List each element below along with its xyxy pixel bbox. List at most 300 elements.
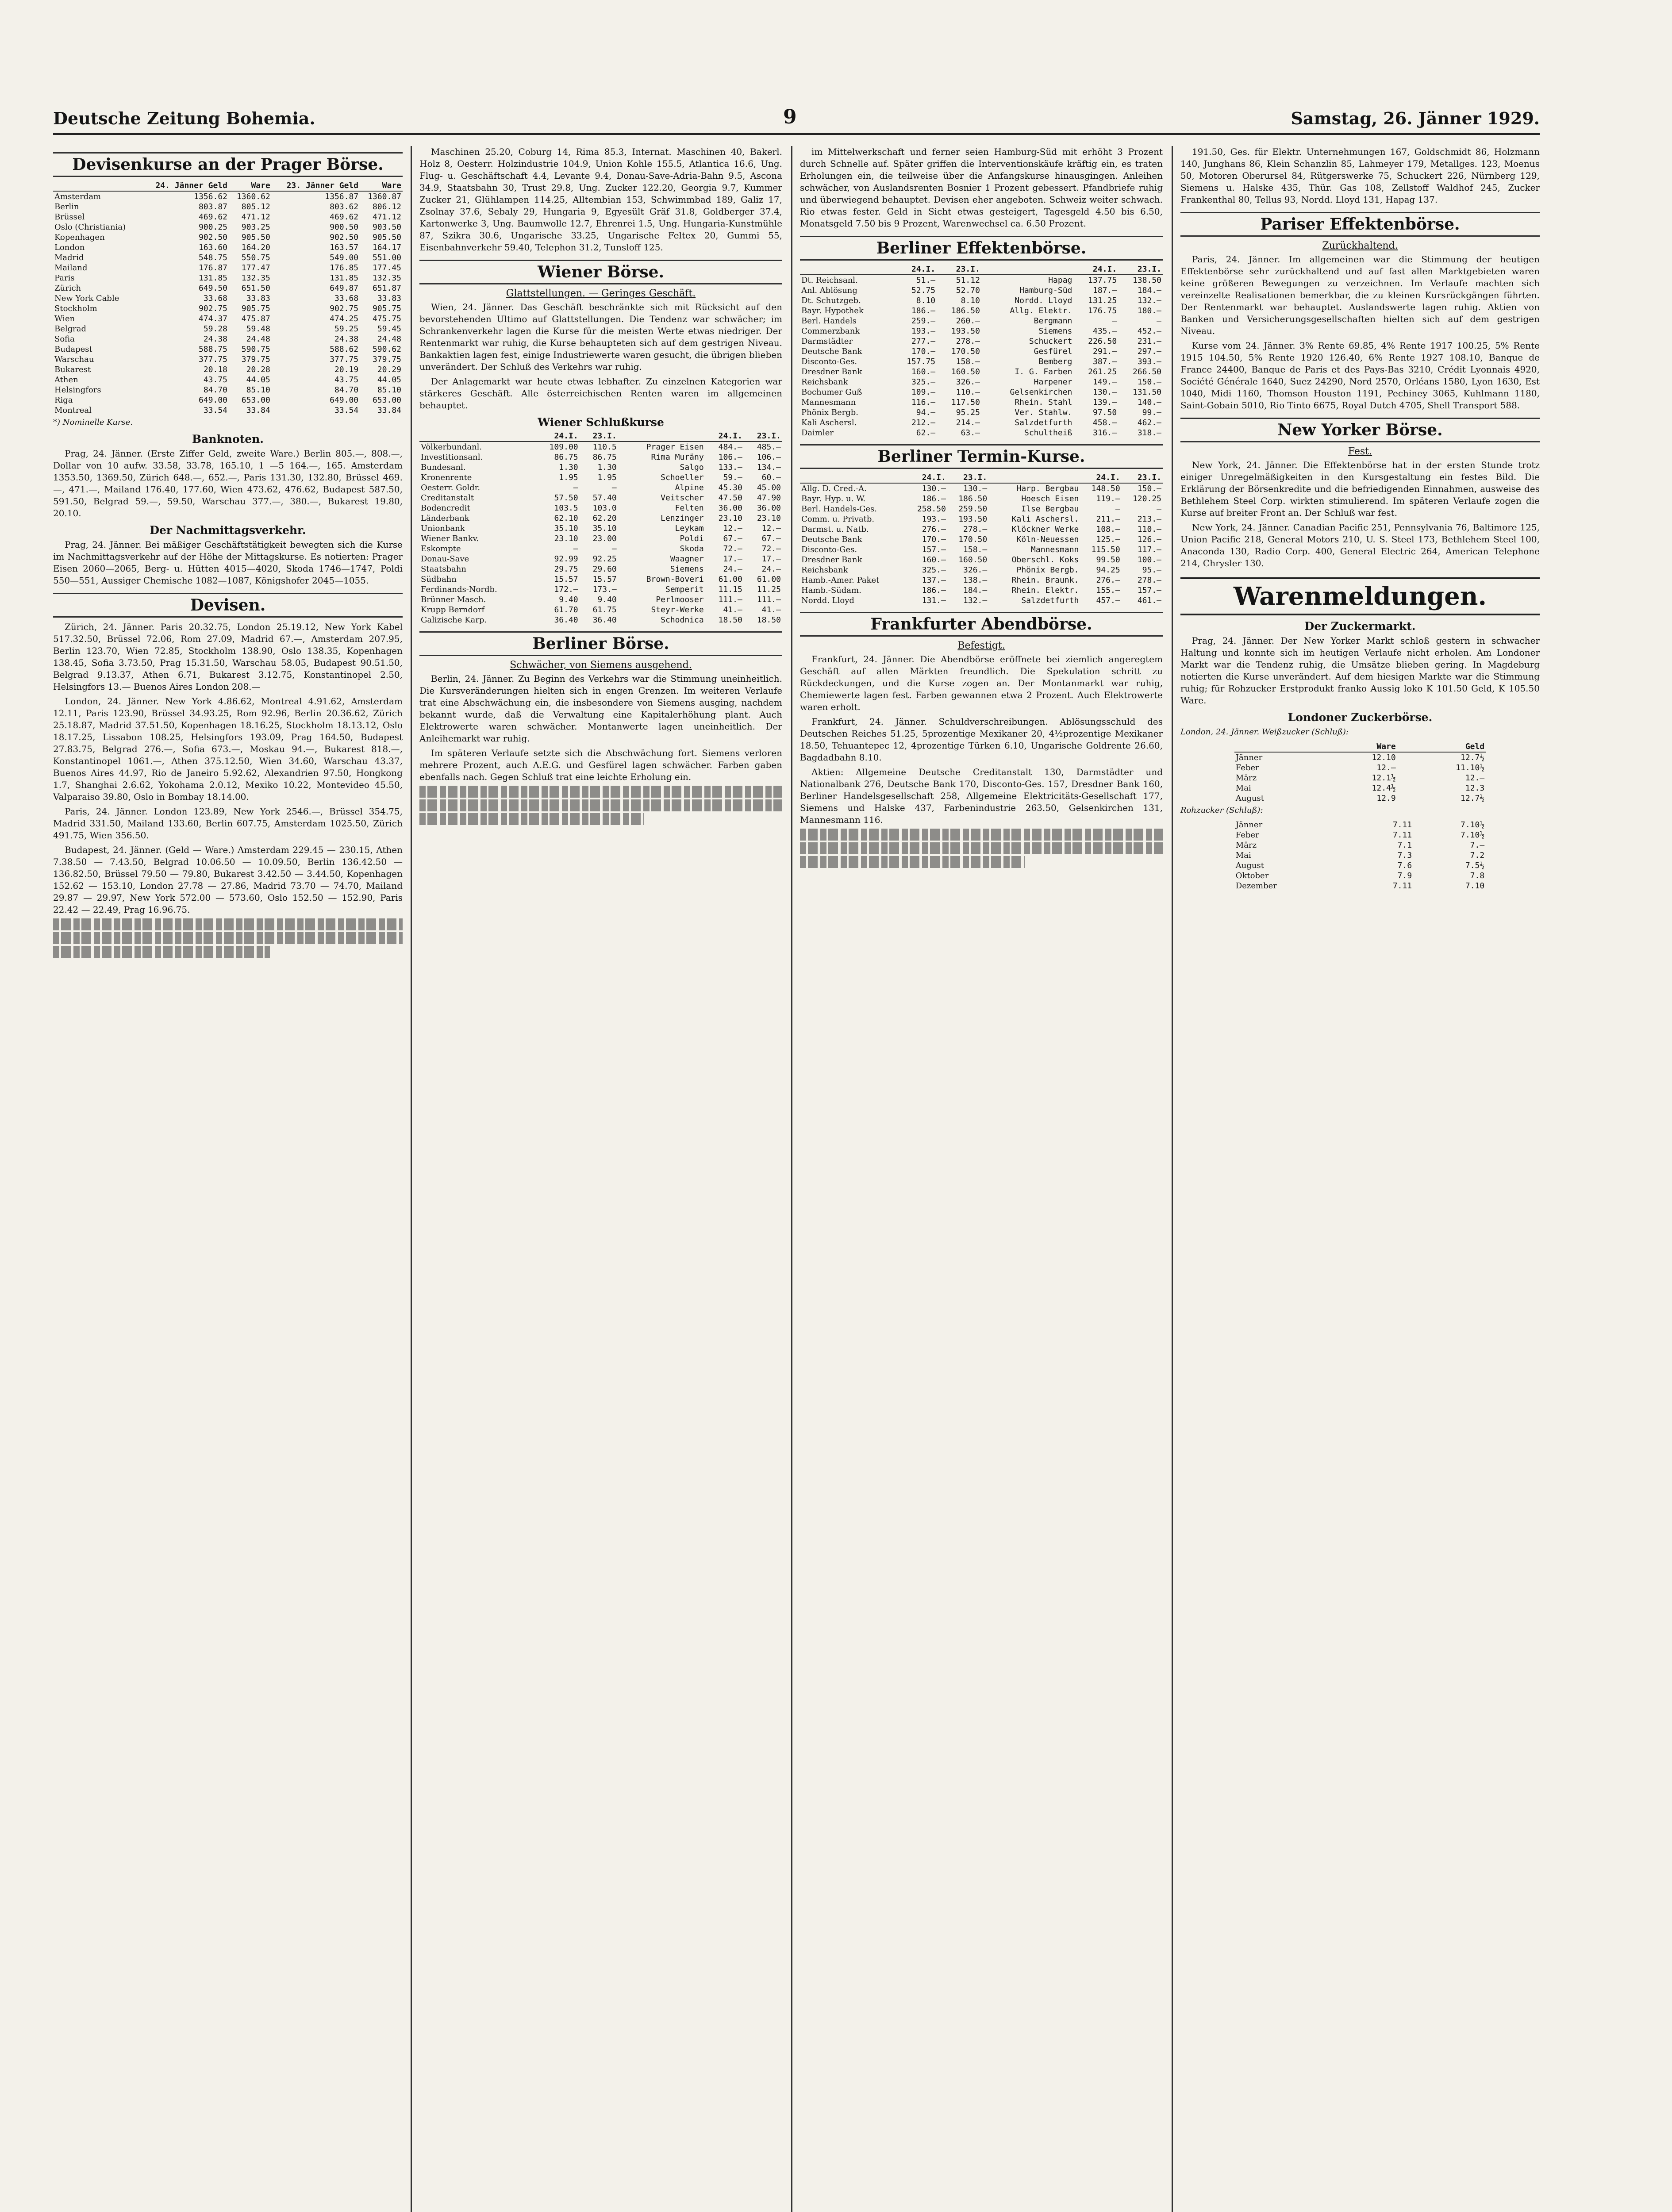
table-cell: Poldi — [680, 534, 704, 543]
illegible-text — [419, 799, 782, 811]
table-cell: Veitscher — [661, 493, 704, 503]
table-row — [419, 564, 782, 574]
table-cell: 44.05 — [246, 375, 270, 384]
table-cell: Darmstädter — [801, 337, 853, 346]
table-cell: 86.75 — [592, 453, 617, 462]
table-cell: 326.— — [963, 565, 988, 575]
table-cell: Alpine — [675, 483, 704, 492]
table-cell: Deutsche Bank — [801, 347, 862, 356]
table-cell: 45.00 — [757, 483, 781, 492]
article-paragraph: 191.50, Ges. für Elektr. Unternehmungen 167, Goldschmidt 86, Holzmann 140, Junghans 86, Klein Schanzlin 85, Lahmeyer 179, Metallges. 123, Moenus 50, Motoren Oberursel 84, Rütgerswerke 75, Schuckert 226, Nürnberg 129, Siemens u. Halske 435, Thür. Gas 108, Zellstoff Waldhof 245, Zucker Frankenthal 80, Tellus 93, Nordd. Lloyd 131, Hapag 137. — [1180, 146, 1540, 205]
table-cell: Budapest — [54, 345, 92, 354]
table-cell: 109.00 — [549, 442, 578, 452]
table-cell: 379.75 — [241, 355, 270, 364]
table-cell: 8.10 — [916, 296, 936, 305]
table-cell: Brünner Masch. — [421, 595, 486, 604]
table-cell: 377.75 — [198, 355, 227, 364]
table-cell: Paris — [54, 273, 75, 283]
table-cell: Schultheiß — [1024, 428, 1072, 438]
london-subheading: London, 24. Jänner. Weißzucker (Schluß): — [1180, 727, 1349, 737]
table-row — [419, 503, 782, 513]
table-cell: Oktober — [1235, 871, 1269, 880]
table-row — [800, 285, 1163, 296]
table-cell: 24.38 — [334, 334, 359, 344]
table-cell: 1.95 — [597, 473, 617, 482]
illegible-text — [419, 813, 644, 825]
table-row — [419, 584, 782, 595]
table-cell: 316.— — [1092, 428, 1117, 438]
table-cell: 261.25 — [1088, 367, 1117, 376]
table-cell: 62.— — [916, 428, 936, 438]
devisen-table — [53, 180, 403, 415]
table-cell: 276.— — [1096, 576, 1120, 585]
table-cell: 172.— — [554, 585, 578, 594]
table-cell: 186.50 — [951, 306, 980, 315]
table-cell: Brüssel — [54, 212, 85, 222]
table-cell: 377.75 — [330, 355, 359, 364]
table-cell: Krupp Berndorf — [421, 605, 485, 614]
table-cell: Kopenhagen — [54, 233, 105, 242]
table-cell: 12.10 — [1372, 753, 1396, 762]
table-cell: 110.— — [956, 388, 980, 397]
table-cell: 138.— — [963, 576, 988, 585]
table-row — [53, 191, 403, 202]
table-cell: Rima Muräny — [651, 453, 704, 462]
table-cell: Oberschl. Koks — [1011, 555, 1079, 565]
table-cell: 461.— — [1137, 596, 1161, 605]
table-cell: Schuckert — [1029, 337, 1072, 346]
table-cell: 106.— — [757, 453, 781, 462]
table-cell: Länderbank — [421, 514, 469, 523]
table-cell: 59.— — [723, 473, 742, 482]
table-cell: 59.28 — [203, 324, 227, 334]
table-cell: 469.62 — [198, 212, 227, 222]
table-cell: 291.— — [1092, 347, 1117, 356]
table-cell: 57.40 — [592, 493, 617, 503]
table-cell: 277.— — [911, 337, 936, 346]
table-cell: 902.50 — [198, 233, 227, 242]
table-row — [419, 615, 782, 625]
table-row — [800, 336, 1163, 346]
table-cell: 214.— — [956, 418, 980, 427]
table-cell: 160.— — [911, 367, 936, 376]
table-cell: 550.75 — [241, 253, 270, 262]
table-cell: 325.— — [922, 565, 946, 575]
column-1 — [53, 146, 403, 2212]
table-row — [419, 595, 782, 605]
table-cell: 163.60 — [198, 243, 227, 252]
table-cell: 33.68 — [203, 294, 227, 303]
table-cell: Bodencredit — [421, 503, 470, 513]
article-paragraph: Frankfurt, 24. Jänner. Schuldverschreibungen. Ablösungsschuld des Deutschen Reiches 51.25, 5prozentige Mexikaner 20, 4½prozentige Mexikaner 18.50, Tehuantepec 12, 4prozentige Türken 6.10, Ungarische Goldrente 26.60, Bagdadbahn 8.10. — [800, 716, 1163, 763]
table-cell: 806.12 — [372, 202, 401, 211]
nachmittag-text: Prag, 24. Jänner. Bei mäßiger Geschäftstätigkeit bewegten sich die Kurse im Nachmittagsverkehr auf der Höhe der Mittagskurse. Es notierten: Prager Eisen 2060—2065, Berg- u. Hütten 4015—4020, Skoda 1746—1747, Poldi 550—551, Aussiger Chemische 1082—1087, Königshofer 2045—1055. — [53, 539, 403, 586]
table-cell: 7.3 — [1397, 851, 1412, 860]
table-cell: Feber — [1235, 830, 1259, 840]
table-cell: — — [611, 544, 617, 553]
table-cell: 47.50 — [718, 493, 742, 503]
column-3 — [800, 146, 1163, 2212]
frankfurter-heading: Frankfurter Abendbörse. — [800, 612, 1163, 637]
issue-date: Samstag, 26. Jänner 1929. — [1291, 108, 1540, 128]
table-cell: 213.— — [1137, 515, 1161, 524]
table-cell: Bukarest — [54, 365, 91, 374]
table-cell: 110.— — [1137, 525, 1161, 534]
table-cell: 226.50 — [1088, 337, 1117, 346]
table-row — [1234, 881, 1486, 891]
table-cell: Prager Eisen — [646, 442, 704, 452]
table-cell: 36.00 — [718, 503, 742, 513]
table-cell: 110.5 — [592, 442, 617, 452]
table-cell: 187.— — [1092, 286, 1117, 295]
table-cell: 180.— — [1137, 306, 1161, 315]
table-cell: 33.84 — [377, 406, 401, 415]
table-cell: 8.10 — [961, 296, 980, 305]
table-cell: 903.25 — [241, 223, 270, 232]
table-cell: 379.75 — [372, 355, 401, 364]
table-cell: 92.25 — [592, 554, 617, 564]
table-cell: 462.— — [1137, 418, 1161, 427]
table-cell: Oslo (Christiania) — [54, 223, 126, 232]
table-cell: 84.70 — [334, 385, 359, 395]
table-row — [800, 367, 1163, 377]
table-cell: 231.— — [1137, 337, 1161, 346]
table-cell: Zürich — [54, 284, 81, 293]
london-heading: Londoner Zuckerbörse. — [1288, 711, 1433, 724]
table-cell: 900.50 — [330, 223, 359, 232]
table-cell: Hamb.-Amer. Paket — [801, 576, 880, 585]
table-cell: Riga — [54, 396, 73, 405]
table-cell: 588.75 — [198, 345, 227, 354]
table-cell: 132.35 — [372, 273, 401, 283]
table-row — [800, 316, 1163, 326]
table-cell: 387.— — [1092, 357, 1117, 366]
termin-table — [800, 472, 1163, 606]
table-cell: Belgrad — [54, 324, 87, 334]
table-cell: — — [1115, 504, 1120, 514]
table-cell: Salgo — [680, 463, 704, 472]
table-cell: Creditanstalt — [421, 493, 474, 503]
table-cell: 651.87 — [372, 284, 401, 293]
table-cell: Disconto-Ges. — [801, 357, 857, 366]
table-cell: 902.75 — [330, 304, 359, 313]
table-cell: 17.— — [723, 554, 742, 564]
table-cell: Mai — [1235, 851, 1251, 860]
schluss-heading: Wiener Schlußkurse — [538, 416, 664, 429]
table-cell: 160.50 — [958, 555, 988, 565]
illegible-text — [53, 946, 270, 958]
table-cell: 61.75 — [592, 605, 617, 614]
table-cell: 109.— — [911, 388, 936, 397]
table-cell: 1.95 — [559, 473, 578, 482]
table-cell: 41.— — [723, 605, 742, 614]
table-cell: Stockholm — [54, 304, 97, 313]
table-cell: 43.75 — [203, 375, 227, 384]
table-cell: 157.— — [1137, 586, 1161, 595]
table-cell: 905.75 — [372, 304, 401, 313]
table-row — [800, 585, 1163, 595]
table-cell: 134.— — [757, 463, 781, 472]
newspaper-name: Deutsche Zeitung Bohemia. — [53, 108, 315, 128]
table-cell: 1360.87 — [368, 192, 401, 201]
table-cell: 130.— — [963, 484, 988, 493]
table-cell: Athen — [54, 375, 78, 384]
table-cell: 20.19 — [334, 365, 359, 374]
table-cell: Comm. u. Privatb. — [801, 515, 875, 524]
berliner-heading: Berliner Börse. — [419, 631, 782, 656]
london-table — [1234, 741, 1486, 803]
table-row — [419, 534, 782, 544]
table-row — [800, 418, 1163, 428]
table-cell: 15.57 — [592, 575, 617, 584]
table-cell: 211.— — [1096, 515, 1120, 524]
table-cell: 393.— — [1137, 357, 1161, 366]
table-cell: Harpener — [1034, 377, 1072, 387]
table-cell: 23.10 — [718, 514, 742, 523]
article-paragraph: Prag, 24. Jänner. Der New Yorker Markt schloß gestern in schwacher Haltung und konnte sich im heutigen Verlaufe nicht erholen. Am Londoner Markt war die Tendenz ruhig, die Umsätze blieben gering. In Magdeburg notierten die Kurse unverändert. Auf dem hiesigen Markte war die Stimmung ruhig; für Rohzucker Erstprodukt franko Aussig loko K 101.50 Geld, K 105.50 Ware. — [1180, 635, 1540, 706]
table-cell: 260.— — [956, 316, 980, 326]
column-rule — [411, 146, 412, 2212]
table-cell: 133.— — [718, 463, 742, 472]
table-cell: Jänner — [1235, 753, 1263, 762]
table-cell: 41.— — [761, 605, 781, 614]
table-cell: Darmst. u. Natb. — [801, 525, 869, 534]
table-cell: Donau-Save — [421, 554, 469, 564]
table-cell: 35.10 — [554, 524, 578, 533]
termin-heading: Berliner Termin-Kurse. — [800, 444, 1163, 469]
table-row — [419, 472, 782, 483]
table-cell: 94.— — [916, 408, 936, 417]
table-cell: 24.— — [723, 565, 742, 574]
table-cell: 132.— — [1137, 296, 1161, 305]
illegible-text — [419, 786, 782, 798]
table-cell: 475.75 — [372, 314, 401, 323]
table-cell: 1356.62 — [194, 192, 227, 201]
wiener-heading: Wiener Börse. — [419, 260, 782, 284]
table-cell: Dresdner Bank — [801, 555, 862, 565]
table-cell: Salzdetfurth — [1015, 418, 1072, 427]
table-cell: Felten — [675, 503, 704, 513]
table-row — [419, 493, 782, 503]
table-cell: August — [1235, 861, 1264, 870]
table-cell: 7.— — [1470, 841, 1485, 850]
table-cell: Ilse Bergbau — [1021, 504, 1079, 514]
table-cell: 588.62 — [330, 345, 359, 354]
table-cell: 95.25 — [956, 408, 980, 417]
table-row — [419, 544, 782, 554]
table-cell: 653.00 — [241, 396, 270, 405]
table-cell: Investitionsanl. — [421, 453, 483, 462]
table-row — [53, 283, 403, 293]
table-cell: 452.— — [1137, 326, 1161, 336]
table-cell: 23.00 — [592, 534, 617, 543]
table-cell: 184.— — [963, 586, 988, 595]
table-cell: 18.50 — [718, 615, 742, 625]
table-row — [53, 405, 403, 415]
table-cell: Dt. Reichsanl. — [801, 276, 858, 285]
table-cell: Mannesmann — [1031, 545, 1079, 554]
illegible-text — [800, 829, 1163, 841]
table-cell: Leykam — [675, 524, 704, 533]
table-cell: 11.10½ — [1456, 763, 1485, 772]
illegible-text — [53, 918, 403, 930]
table-cell: 471.12 — [241, 212, 270, 222]
article-paragraph: Paris, 24. Jänner. London 123.89, New York 2546.—, Brüssel 354.75, Madrid 331.50, Mailand 133.60, Berlin 607.75, Amsterdam 1025.50, Zürich 491.75, Wien 356.50. — [53, 806, 403, 841]
table-cell: 193.50 — [958, 515, 988, 524]
table-cell: 62.10 — [554, 514, 578, 523]
table-cell: 326.— — [956, 377, 980, 387]
table-cell: 150.— — [1137, 484, 1161, 493]
table-cell: 36.40 — [554, 615, 578, 625]
table-cell: 474.37 — [198, 314, 227, 323]
table-cell: London — [54, 243, 85, 252]
table-header: 24.I. 23.I. 24.I. 23.I. — [800, 472, 1163, 483]
illegible-text — [800, 842, 1163, 854]
table-cell: 184.— — [1137, 286, 1161, 295]
table-cell: Oesterr. Goldr. — [421, 483, 480, 492]
table-cell: 905.50 — [241, 233, 270, 242]
table-cell: 7.1 — [1397, 841, 1412, 850]
table-cell: — — [1112, 316, 1117, 326]
table-cell: 130.— — [922, 484, 946, 493]
table-cell: 485.— — [757, 442, 781, 452]
devisen2-heading: Devisen. — [53, 593, 403, 618]
table-cell: 905.50 — [372, 233, 401, 242]
table-cell: 458.— — [1092, 418, 1117, 427]
table-cell: 12.1½ — [1372, 773, 1396, 783]
table-cell: 61.00 — [718, 575, 742, 584]
schluss-table — [419, 431, 782, 625]
table-row — [800, 296, 1163, 306]
table-row — [800, 575, 1163, 585]
table-cell: 1.30 — [597, 463, 617, 472]
table-row — [800, 326, 1163, 336]
table-cell: — — [573, 544, 578, 553]
table-cell: 170.50 — [958, 535, 988, 544]
table-cell: Schoeller — [661, 473, 704, 482]
table-cell: 193.— — [911, 326, 936, 336]
table-cell: Harp. Bergbau — [1016, 484, 1079, 493]
table-cell: 59.25 — [334, 324, 359, 334]
table-cell: Siemens — [1038, 326, 1072, 336]
column-rule — [1172, 146, 1173, 2212]
table-cell: 259.50 — [958, 504, 988, 514]
table-cell: 97.50 — [1092, 408, 1117, 417]
table-cell: 131.— — [922, 596, 946, 605]
table-cell: 33.83 — [246, 294, 270, 303]
table-cell: Feber — [1235, 763, 1259, 772]
table-cell: 186.— — [911, 306, 936, 315]
berliner-subheading: Schwächer, von Siemens ausgehend. — [510, 660, 692, 671]
table-cell: Reichsbank — [801, 377, 848, 387]
table-cell: 17.— — [761, 554, 781, 564]
table-cell: 12.— — [723, 524, 742, 533]
table-cell: 258.50 — [917, 504, 946, 514]
table-cell: 125.— — [1096, 535, 1120, 544]
table-row — [1234, 783, 1486, 793]
table-cell: 115.50 — [1091, 545, 1120, 554]
table-cell: 24.48 — [246, 334, 270, 344]
table-row — [53, 344, 403, 354]
table-cell: März — [1235, 841, 1257, 850]
table-cell: Klöckner Werke — [1011, 525, 1079, 534]
table-cell: Reichsbank — [801, 565, 848, 575]
table-cell: 278.— — [963, 525, 988, 534]
table-cell: 11.25 — [757, 585, 781, 594]
table-cell: 471.12 — [372, 212, 401, 222]
article-paragraph: Kurse vom 24. Jänner. 3% Rente 69.85, 4% Rente 1917 100.25, 5% Rente 1915 104.50, 5% Rente 1920 126.40, 6% Rente 1927 108.10, Banque de France 24400, Banque de Paris et des Pays-Bas 3210, Crédit Lyonnais 4920, Société Générale 1640, Suez 24290, Nord 2570, Orléans 1580, Lyon 1630, Est 1040, Midi 1160, Thomson Houston 1191, Pechiney 3065, Kuhlmann 1180, Saint-Gobain 5010, Rio Tinto 6675, Royal Dutch 4705, Shell Transport 588. — [1180, 340, 1540, 411]
article-paragraph: Maschinen 25.20, Coburg 14, Rima 85.3, Internat. Maschinen 40, Bakerl. Holz 8, Oesterr. Holzindustrie 104.9, Union Kohle 155.5, Atlantica 16.6, Ung. Flug- u. Geschäftschaft 4.4, Levante 9.4, Donau-Save-Adria-Bahn 9.5, Ascona 34.9, Staatsbahn 30, Trust 29.8, Ung. Zucker 122.20, Georgia 9.7, Kummer Zucker 21, Glühlampen 114.25, Alltembian 153, Schwimmbad 189, Galiz 17, Zsolnay 37.6, Sebaly 29, Hungaria 9, Egyesült Gräf 31.8, Goldberger 37.4, Kartonwerke 3, Ung. Baumwolle 12.7, Ehrenrei 1.5, Ung. Hungaria-Kunstmühle 87, Szikra 30.6, Ungarische 33.25, Ungarische Feltex 20, Gummi 55, Eisenbahnverkehr 59.40, Telephon 31.2, Tunsloff 125. — [419, 146, 782, 253]
table-cell: 51.12 — [956, 276, 980, 285]
table-cell: 186.— — [922, 586, 946, 595]
table-cell: Steyr-Werke — [651, 605, 704, 614]
table-cell: 7.11 — [1392, 881, 1412, 891]
table-cell: 7.10 — [1465, 881, 1485, 891]
article-paragraph: New York, 24. Jänner. Die Effektenbörse hat in der ersten Stunde trotz einiger Unregelmäßigkeiten in den Kursgestaltung ein festes Bild. Die Erklärung der Börsenkredite und die befriedigenden Einnahmen, ausweise des Bethlehem Steel Corp. wirkten stimulierend. Im späteren Verlaufe zogen die Kurse auf breiter Front an. Der Schluß war fest. — [1180, 460, 1540, 518]
table-row — [53, 232, 403, 242]
table-cell: 131.85 — [330, 273, 359, 283]
table-cell: 103.0 — [592, 503, 617, 513]
table-cell: Kali Aschersl. — [801, 418, 857, 427]
table-row — [800, 357, 1163, 367]
table-row — [53, 303, 403, 314]
table-cell: Bemberg — [1038, 357, 1072, 366]
illegible-text — [53, 932, 403, 944]
table-cell: 137.75 — [1088, 276, 1117, 285]
table-cell: 435.— — [1092, 326, 1117, 336]
article-paragraph: New York, 24. Jänner. Canadian Pacific 251, Pennsylvania 76, Baltimore 125, Union Pacific 218, General Motors 210, U. S. Steel 173, Bethlehem Steel 100, Anaconda 130, Radio Corp. 400, General Electric 264, American Telephone 214, Chrysler 130. — [1180, 522, 1540, 568]
column-rule — [791, 146, 792, 2212]
table-cell: 7.11 — [1392, 820, 1412, 830]
table-row — [53, 324, 403, 334]
table-cell: 1360.62 — [236, 192, 270, 201]
table-row — [53, 212, 403, 222]
table-cell: 24.38 — [203, 334, 227, 344]
table-cell: Berl. Handels — [801, 316, 857, 326]
table-cell: 457.— — [1096, 596, 1120, 605]
table-cell: Amsterdam — [54, 192, 101, 201]
table-cell: Unionbank — [421, 524, 465, 533]
table-row — [1234, 793, 1486, 803]
table-cell: Schodnica — [661, 615, 704, 625]
table-cell: Mailand — [54, 263, 88, 273]
table-cell: 85.10 — [377, 385, 401, 395]
article-paragraph: Paris, 24. Jänner. Im allgemeinen war die Stimmung der heutigen Effektenbörse sehr zurückhaltend und auf fast allen Marktgebieten waren keine größeren Bewegungen zu verzeichnen. Im Verlaufe machten sich vereinzelte Realisationen bemerkbar, die zu kleinen Kursrückgängen führten. Der Rentenmarkt war behauptet. Auslandswerte lagen ruhig. Aktien von Banken und Versicherungsgesellschaften hielten sich auf dem gestrigen Niveau. — [1180, 254, 1540, 336]
zucker-heading: Der Zuckermarkt. — [1304, 620, 1416, 633]
table-cell: 117.— — [1137, 545, 1161, 554]
table-cell: 164.17 — [372, 243, 401, 252]
wiener-subheading: Glattstellungen. — Geringes Geschäft. — [506, 288, 696, 299]
table-cell: 24.— — [761, 565, 781, 574]
table-cell: 20.18 — [203, 365, 227, 374]
table-cell: Hamb.-Südam. — [801, 586, 861, 595]
table-cell: 7.10½ — [1461, 820, 1485, 830]
table-cell: Nordd. Lloyd — [1015, 296, 1072, 305]
pariser-heading: Pariser Effektenbörse. — [1180, 212, 1540, 237]
table-cell: 474.25 — [330, 314, 359, 323]
table-cell: Berl. Handels-Ges. — [801, 504, 877, 514]
article-paragraph: Aktien: Allgemeine Deutsche Creditanstalt 130, Darmstädter und Nationalbank 276, Deutsche Bank 170, Disconto-Ges. 157, Dresdner Bank 160, Berliner Handelsgesellschaft 258, Allgemeine Elektricitäts-Gesellschaft 177, Siemens und Halske 437, Farbenindustrie 263.50, Gelsenkirchen 131, Mannesmann 116. — [800, 767, 1163, 825]
table-cell: 193.50 — [951, 326, 980, 336]
table-cell: Madrid — [54, 253, 84, 262]
table-cell: 902.75 — [198, 304, 227, 313]
table-cell: 173.— — [592, 585, 617, 594]
table-cell: 23.10 — [757, 514, 781, 523]
table-row — [800, 428, 1163, 438]
table-cell: Hamburg-Süd — [1019, 286, 1072, 295]
table-cell: 170.— — [911, 347, 936, 356]
table-cell: — — [1157, 316, 1161, 326]
